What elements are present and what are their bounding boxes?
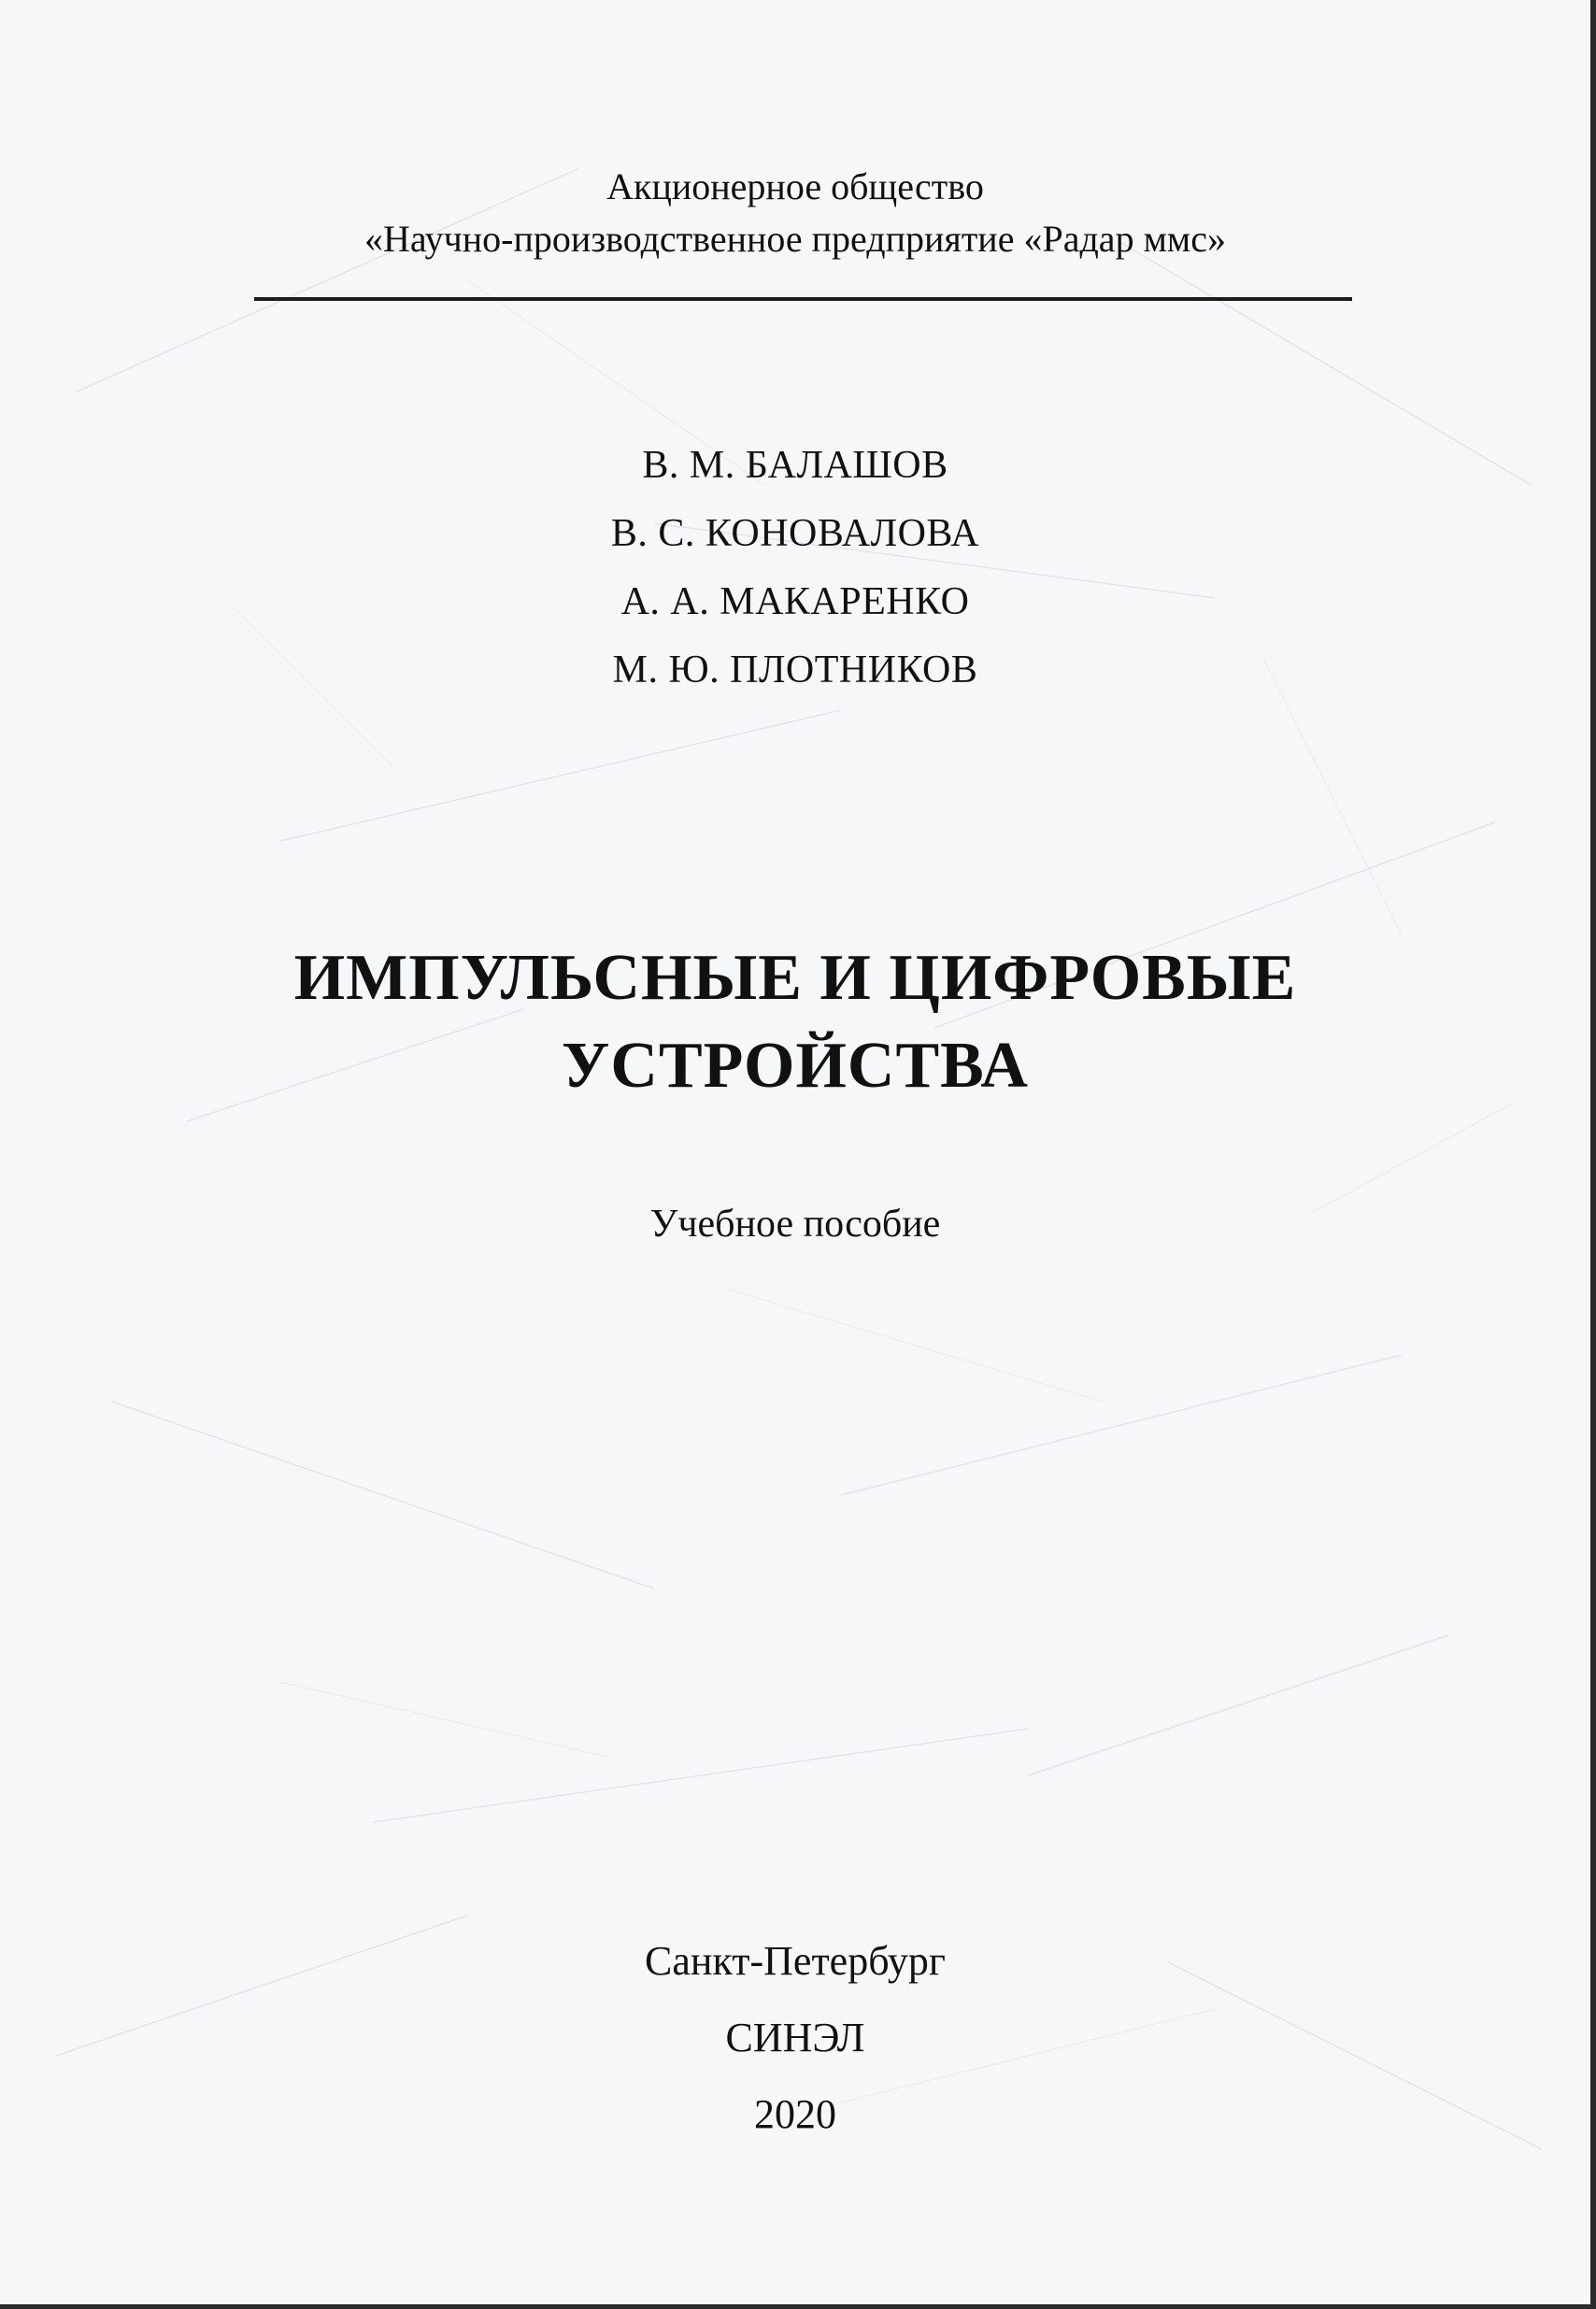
imprint-publisher: СИНЭЛ xyxy=(725,2015,865,2060)
author-3: А. А. МАКАРЕНКО xyxy=(620,580,970,623)
author-2: В. С. КОНОВАЛОВА xyxy=(610,512,980,555)
author-4: М. Ю. ПЛОТНИКОВ xyxy=(612,649,978,691)
organization-header xyxy=(0,161,1590,265)
book-title-line-2: УСТРОЙСТВА xyxy=(562,1030,1029,1102)
imprint xyxy=(0,1923,1590,2153)
imprint-year: 2020 xyxy=(754,2091,836,2137)
authors-list xyxy=(0,432,1590,705)
imprint-city: Санкт-Петербург xyxy=(645,1938,946,1984)
book-subtitle: Учебное пособие xyxy=(649,1203,941,1246)
header-divider xyxy=(254,297,1352,301)
author-1: В. М. БАЛАШОВ xyxy=(642,444,948,487)
organization-line-1: Акционерное общество xyxy=(606,165,984,207)
organization-line-2: «Научно-производственное предприятие «Радар ммс» xyxy=(364,218,1226,260)
book-title xyxy=(0,934,1590,1110)
book-title-line-1: ИМПУЛЬСНЫЕ И ЦИФРОВЫЕ xyxy=(293,942,1297,1014)
